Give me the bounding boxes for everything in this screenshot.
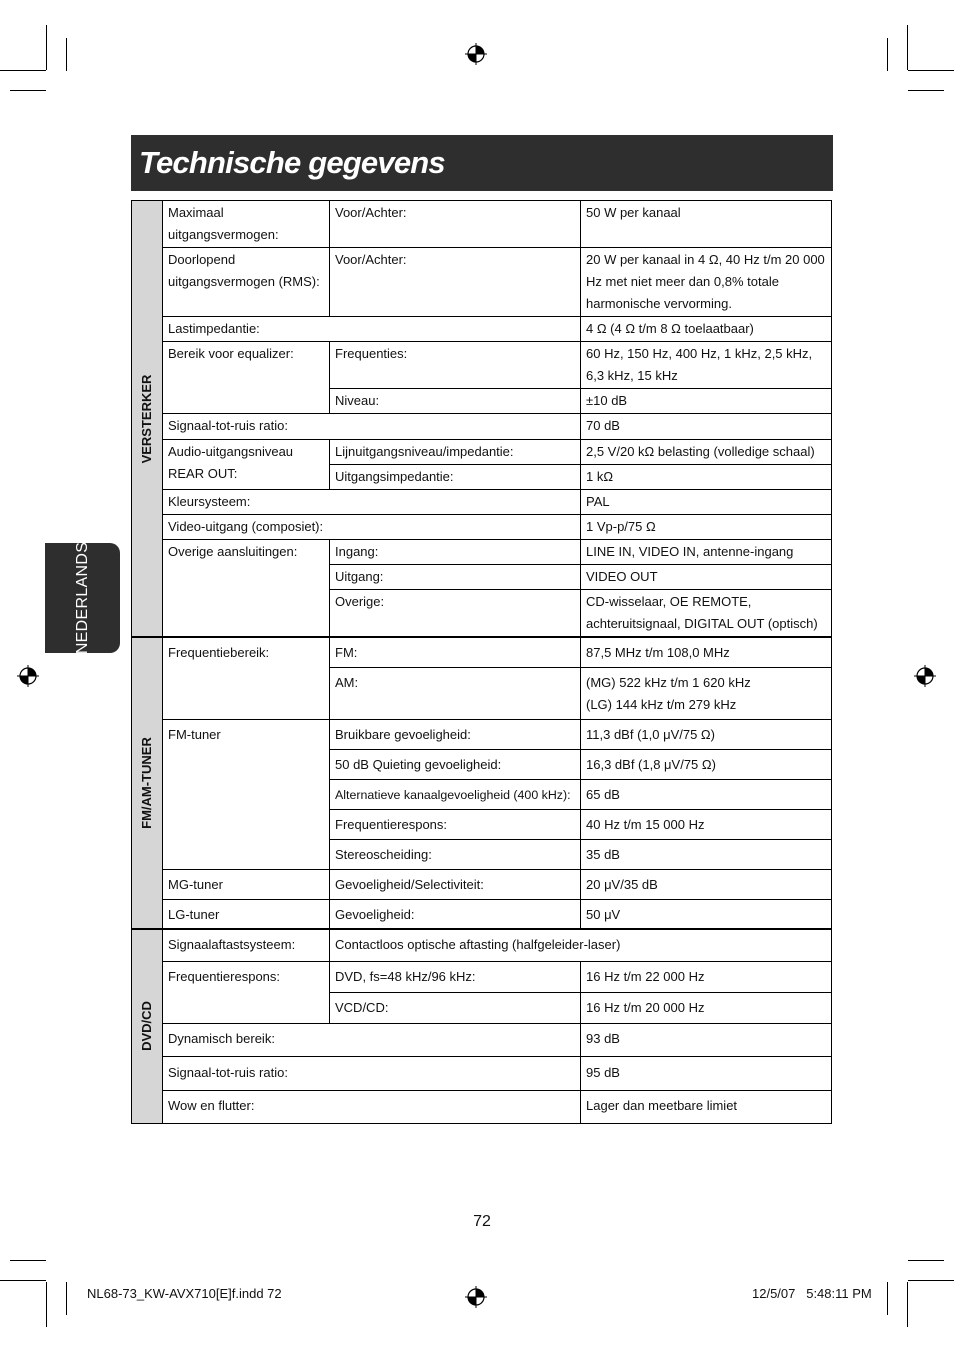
spec-sublabel: FM:: [330, 637, 581, 667]
spec-label: Kleursysteem:: [163, 490, 581, 515]
crop-mark: [887, 38, 888, 71]
spec-sublabel: AM:: [330, 667, 581, 719]
spec-value: 1 kΩ: [581, 465, 832, 490]
spec-value: 93 dB: [581, 1023, 832, 1056]
spec-sublabel: Uitgang:: [330, 565, 581, 590]
spec-sublabel: DVD, fs=48 kHz/96 kHz:: [330, 961, 581, 992]
crop-mark: [46, 25, 47, 70]
spec-label: Dynamisch bereik:: [163, 1023, 581, 1056]
spec-label: MG-tuner: [163, 869, 330, 899]
spec-value: PAL: [581, 490, 832, 515]
spec-value: 16 Hz t/m 22 000 Hz: [581, 961, 832, 992]
spec-sublabel: VCD/CD:: [330, 992, 581, 1023]
spec-value: Lager dan meetbare limiet: [581, 1090, 832, 1123]
spec-value: 20 W per kanaal in 4 Ω, 40 Hz t/m 20 000 Hz met niet meer dan 0,8% totale harmonische vervorming.: [581, 248, 832, 317]
footer-file-info: NL68-73_KW-AVX710[E]f.indd 72: [87, 1286, 282, 1301]
spec-value: 95 dB: [581, 1056, 832, 1090]
spec-label: Lastimpedantie:: [163, 317, 581, 342]
spec-value: 16,3 dBf (1,8 μV/75 Ω): [581, 749, 832, 779]
crop-mark: [66, 38, 67, 71]
spec-value: [581, 667, 832, 719]
table-row: [132, 1023, 832, 1056]
crop-mark: [10, 1260, 46, 1261]
category-cell: [132, 637, 163, 929]
spec-value: 2,5 V/20 kΩ belasting (volledige schaal): [581, 440, 832, 465]
category-label: FM/AM-TUNER: [139, 737, 154, 829]
registration-mark-icon: [465, 43, 487, 65]
language-tab: [45, 543, 120, 653]
spec-sublabel: Niveau:: [330, 389, 581, 414]
crop-mark: [10, 90, 46, 91]
spec-value: CD-wisselaar, OE REMOTE, achteruitsignaal, DIGITAL OUT (optisch): [581, 590, 832, 638]
crop-mark: [908, 1260, 944, 1261]
spec-value: 1 Vp-p/75 Ω: [581, 515, 832, 540]
registration-mark-icon: [17, 665, 39, 687]
value-line: (MG) 522 kHz t/m 1 620 kHz: [586, 674, 751, 690]
spec-sublabel: Frequentierespons:: [330, 809, 581, 839]
spec-value: 50 W per kanaal: [581, 201, 832, 248]
table-row: [132, 1056, 832, 1090]
spec-sublabel: Voor/Achter:: [330, 248, 581, 317]
spec-value: 16 Hz t/m 20 000 Hz: [581, 992, 832, 1023]
spec-sublabel: Uitgangsimpedantie:: [330, 465, 581, 490]
spec-value: 20 μV/35 dB: [581, 869, 832, 899]
language-tab-label: NEDERLANDS: [73, 541, 91, 655]
table-row: [132, 248, 832, 317]
spec-sublabel: Bruikbare gevoeligheid:: [330, 719, 581, 749]
spec-label: LG-tuner: [163, 899, 330, 929]
spec-value: 40 Hz t/m 15 000 Hz: [581, 809, 832, 839]
spec-sublabel: Overige:: [330, 590, 581, 638]
category-cell: [132, 929, 163, 1123]
table-row: [132, 515, 832, 540]
spec-value: 50 μV: [581, 899, 832, 929]
spec-value: LINE IN, VIDEO IN, antenne-ingang: [581, 540, 832, 565]
spec-label: FM-tuner: [163, 719, 330, 869]
spec-sublabel: Ingang:: [330, 540, 581, 565]
spec-label: Video-uitgang (composiet):: [163, 515, 581, 540]
value-line: (LG) 144 kHz t/m 279 kHz: [586, 696, 737, 712]
footer-timestamp: 12/5/07 5:48:11 PM: [752, 1286, 872, 1301]
spec-value: VIDEO OUT: [581, 565, 832, 590]
spec-sublabel: Stereoscheiding:: [330, 839, 581, 869]
spec-table: [131, 200, 832, 1124]
category-label: VERSTERKER: [139, 374, 154, 463]
spec-label: Bereik voor equalizer:: [163, 342, 330, 414]
crop-mark: [908, 1280, 954, 1281]
table-row: [132, 540, 832, 565]
table-row: [132, 961, 832, 992]
spec-label: Frequentiebereik:: [163, 637, 330, 719]
spec-sublabel: Gevoeligheid/Selectiviteit:: [330, 869, 581, 899]
table-row: [132, 414, 832, 440]
crop-mark: [46, 1282, 47, 1327]
spec-label: Signaalaftastsysteem:: [163, 929, 330, 961]
table-row: [132, 490, 832, 515]
crop-mark: [0, 70, 46, 71]
spec-label: Overige aansluitingen:: [163, 540, 330, 638]
spec-value: 35 dB: [581, 839, 832, 869]
title-bar: [131, 135, 833, 191]
table-row: [132, 201, 832, 248]
spec-value: ±10 dB: [581, 389, 832, 414]
table-row: [132, 440, 832, 465]
spec-sublabel: 50 dB Quieting gevoeligheid:: [330, 749, 581, 779]
crop-mark: [907, 25, 908, 70]
spec-value: Contactloos optische aftasting (halfgeleider-laser): [330, 929, 832, 961]
crop-mark: [66, 1282, 67, 1315]
table-row: [132, 1090, 832, 1123]
spec-value: 60 Hz, 150 Hz, 400 Hz, 1 kHz, 2,5 kHz, 6,3 kHz, 15 kHz: [581, 342, 832, 389]
spec-value: 65 dB: [581, 779, 832, 809]
category-label: DVD/CD: [139, 1001, 154, 1052]
spec-sublabel: Gevoeligheid:: [330, 899, 581, 929]
table-row: [132, 869, 832, 899]
table-row: [132, 899, 832, 929]
spec-label: Maximaal uitgangsvermogen:: [163, 201, 330, 248]
table-row: [132, 317, 832, 342]
crop-mark: [908, 90, 944, 91]
spec-label: Signaal-tot-ruis ratio:: [163, 414, 581, 440]
spec-value: 11,3 dBf (1,0 μV/75 Ω): [581, 719, 832, 749]
crop-mark: [908, 70, 954, 71]
table-row: [132, 929, 832, 961]
table-row: [132, 342, 832, 389]
spec-sublabel: Lijnuitgangsniveau/impedantie:: [330, 440, 581, 465]
table-row: [132, 719, 832, 749]
spec-label: Doorlopend uitgangsvermogen (RMS):: [163, 248, 330, 317]
crop-mark: [907, 1282, 908, 1327]
spec-label: Wow en flutter:: [163, 1090, 581, 1123]
page-number: 72: [473, 1213, 491, 1230]
spec-label: Signaal-tot-ruis ratio:: [163, 1056, 581, 1090]
category-cell: [132, 201, 163, 638]
spec-sublabel: Frequenties:: [330, 342, 581, 389]
spec-label: Audio-uitgangsniveau REAR OUT:: [163, 440, 330, 490]
registration-mark-icon: [914, 665, 936, 687]
registration-mark-icon: [465, 1286, 487, 1308]
table-row: [132, 637, 832, 667]
spec-value: 4 Ω (4 Ω t/m 8 Ω toelaatbaar): [581, 317, 832, 342]
spec-sublabel: Alternatieve kanaalgevoeligheid (400 kHz):: [330, 779, 581, 809]
crop-mark: [887, 1282, 888, 1315]
page-title: Technische gegevens: [139, 145, 445, 180]
spec-sublabel: Voor/Achter:: [330, 201, 581, 248]
spec-value: 70 dB: [581, 414, 832, 440]
spec-value: 87,5 MHz t/m 108,0 MHz: [581, 637, 832, 667]
crop-mark: [0, 1280, 46, 1281]
spec-label: Frequentierespons:: [163, 961, 330, 1023]
